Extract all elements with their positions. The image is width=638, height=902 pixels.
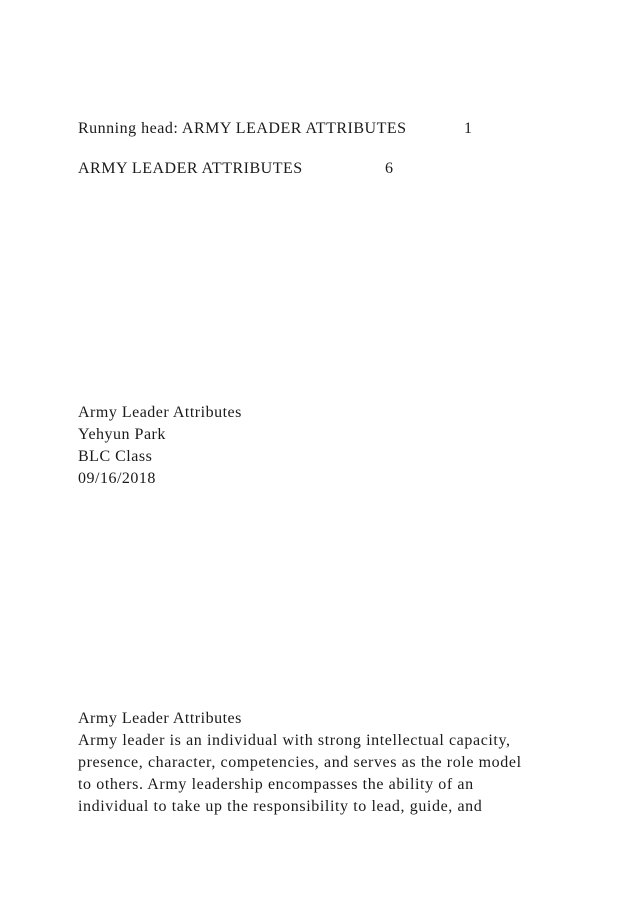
short-title-text: ARMY LEADER ATTRIBUTES	[78, 160, 303, 177]
author-name: Yehyun Park	[78, 426, 166, 443]
body-line: individual to take up the responsibility to lead, guide, and	[78, 798, 483, 815]
body-heading: Army Leader Attributes	[78, 710, 242, 727]
running-head-text: Running head: ARMY LEADER ATTRIBUTES	[78, 120, 407, 137]
paper-date: 09/16/2018	[78, 470, 156, 487]
body-line: to others. Army leadership encompasses the ability of an	[78, 776, 474, 793]
body-line: Army leader is an individual with strong intellectual capacity,	[78, 732, 511, 749]
class-name: BLC Class	[78, 448, 153, 465]
running-head	[78, 118, 473, 140]
running-head-page-number: 1	[464, 120, 473, 137]
short-title-page-number: 6	[385, 160, 394, 177]
body-line: presence, character, competencies, and serves as the role model	[78, 754, 522, 771]
short-title-head	[78, 158, 394, 180]
paper-title: Army Leader Attributes	[78, 404, 242, 421]
